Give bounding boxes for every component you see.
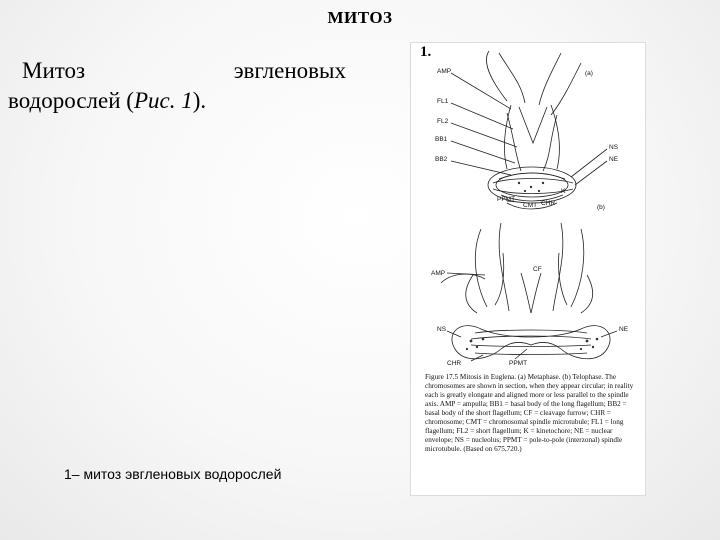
label-fl1: FL1 xyxy=(437,98,449,105)
label-amp-b: AMP xyxy=(431,270,446,277)
mitosis-figure xyxy=(410,42,646,496)
label-fl2: FL2 xyxy=(437,118,449,125)
label-cf: CF xyxy=(533,266,542,273)
figure-caption-en: Figure 17.5 Mitosis in Euglena. (a) Metaphase. (b) Telophase. The chromosomes are shown in section, when they appear circular; in reality each is greatly elongate and aligned more or less parallel to the spindle axis. AMP = ampulla; BB1 = basal body of the long flagellum; BB2 = basal body of the short flagellum; CF = cleavage furrow; CHR = chromosome; CMT = chromosomal spindle microtubule; FL1 = long flagellum; FL2 = short flagellum; K = kinetochore; NE = nuclear envelope; NS = nucleolus; PPMT = pole-to-pole (interzonal) spindle microtubule. (Based on 675,720.) xyxy=(425,373,634,453)
figure-caption-ru: 1– митоз эвгленовых водорослей xyxy=(64,466,282,482)
paragraph-line2: водорослей ( xyxy=(8,88,134,113)
label-ns-a: NS xyxy=(609,144,619,151)
paragraph-word-euglenoid: эвгленовых xyxy=(233,58,346,83)
figure-reference: Рис. 1 xyxy=(133,88,193,113)
figure-number: 1. xyxy=(420,44,432,60)
label-k: K xyxy=(561,188,566,195)
main-paragraph xyxy=(8,56,346,116)
label-chr-b: CHR xyxy=(447,360,462,367)
panel-b-label: (b) xyxy=(597,204,605,211)
label-ne-b: NE xyxy=(619,326,629,333)
panel-a-label: (a) xyxy=(585,70,593,77)
label-ns-b: NS xyxy=(437,326,447,333)
paragraph-word-mitosis: Митоз xyxy=(22,58,86,83)
slide-title: МИТОЗ xyxy=(327,8,393,27)
label-ppmt-a: PPMT xyxy=(497,196,516,203)
label-bb1: BB1 xyxy=(435,136,448,143)
label-chr-a: CHR xyxy=(541,200,556,207)
paragraph-line2-end: ). xyxy=(192,88,207,113)
label-amp-a: AMP xyxy=(437,68,452,75)
label-ne-a: NE xyxy=(609,156,619,163)
label-bb2: BB2 xyxy=(435,156,448,163)
label-cmt: CMT xyxy=(523,202,538,209)
label-ppmt-b: PPMT xyxy=(509,360,528,367)
